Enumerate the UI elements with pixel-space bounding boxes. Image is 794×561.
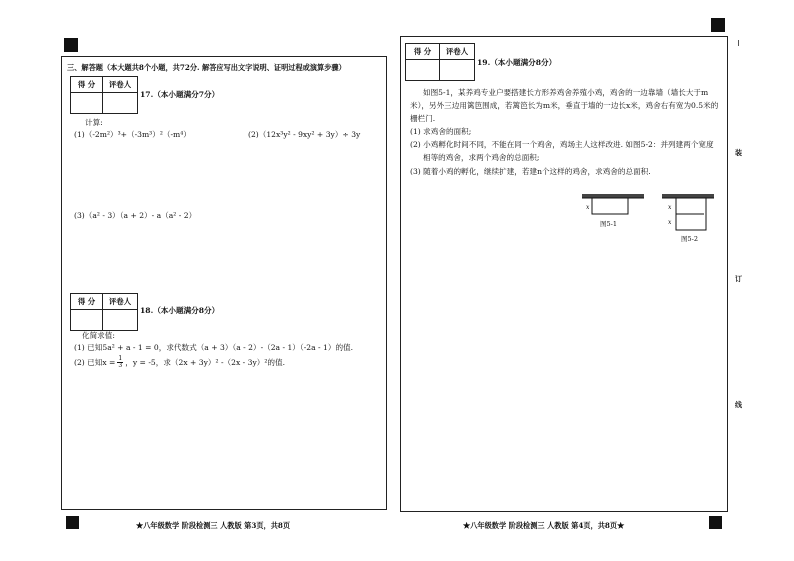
score-box-col2: 评卷人: [108, 80, 132, 89]
q19-part2-line1: (2) 小鸡孵化时间不同，不能在同一个鸡舍，鸡场主人这样改进. 如图5-2：并列建两个宽度: [410, 140, 714, 149]
fraction-denominator: 3: [118, 362, 123, 369]
q17-part3: (3)（a² - 3）（a + 2）- a（a² - 2）: [74, 211, 197, 220]
fig1-label: 图5-1: [600, 220, 617, 228]
fig1-x-label: x: [586, 204, 590, 211]
q18-title: 18.（本小题满分8分）: [140, 306, 220, 315]
q18-part2-suffix: ，y = -5，求（2x + 3y）² -（2x - 3y）²的值.: [125, 357, 286, 367]
score-box-q19: [405, 43, 475, 81]
left-page-panel: [61, 56, 387, 510]
score-box-col2: 评卷人: [108, 297, 132, 306]
score-box-col1: 得 分: [77, 80, 96, 89]
binding-mark-2: 订: [735, 274, 742, 283]
score-box-col1: 得 分: [413, 47, 432, 56]
q19-intro-line2: 米），另外三边用篱笆围成，若篱笆长为m米，垂直于墙的一边长x米，鸡舍右有宽为0.5米的: [410, 101, 719, 110]
fraction: [117, 356, 123, 369]
score-box-col2: 评卷人: [445, 47, 469, 56]
fig2-x-label-2: x: [668, 219, 672, 226]
registration-mark-bottom-right: [709, 516, 722, 529]
right-footer: ★八年级数学 阶段检测三 人教版 第4页，共8页★: [463, 521, 625, 530]
section-title: 三、解答题（本大题共8个小题，共72分. 解答应写出文字说明、证明过程或演算步骤）: [67, 63, 346, 72]
q18-instruction: 化简求值:: [82, 331, 115, 340]
q19-part3: (3) 随着小鸡的孵化，继续扩建，若建n个这样的鸡舍，求鸡舍的总面积.: [410, 167, 651, 176]
wall-hatch: [582, 194, 644, 198]
registration-mark-top-right: [711, 18, 725, 32]
binding-mark-1: 装: [735, 148, 742, 157]
q18-part2: [74, 356, 285, 369]
binding-dash: [738, 40, 739, 46]
q19-intro-line3: 栅栏门.: [410, 114, 436, 123]
q18-part1: (1) 已知5a² + a - 1 = 0，求代数式（a + 3）（a - 2）-（2a - 1）（-2a - 1）的值.: [74, 343, 354, 352]
q17-title: 17.（本小题满分7分）: [140, 90, 220, 99]
registration-mark-top-left: [64, 38, 78, 52]
q19-part1: (1) 求鸡舍的面积;: [410, 127, 472, 136]
fraction-numerator: 1: [118, 355, 123, 362]
coop-fence: [592, 198, 628, 214]
registration-mark-bottom-left: [66, 516, 79, 529]
q17-part1: (1)（-2m²）³+（-3m³）²（-m⁴）: [74, 130, 191, 139]
left-footer: ★八年级数学 阶段检测三 人教版 第3页，共8页: [136, 521, 291, 530]
score-box-q18: [70, 293, 138, 331]
score-box-col1: 得 分: [77, 297, 96, 306]
q19-part2-line2: 相等的鸡舍，求两个鸡舍的总面积;: [423, 153, 540, 162]
q19-intro-line1: 如图5-1，某养鸡专业户要搭建长方形养鸡舍养殖小鸡，鸡舍的一边靠墙（墙长大于m: [423, 88, 709, 97]
fig2-label: 图5-2: [681, 235, 698, 243]
binding-mark-3: 线: [735, 400, 742, 409]
q19-title: 19.（本小题满分8分）: [477, 58, 557, 67]
fig2-x-label-1: x: [668, 204, 672, 211]
wall-hatch: [662, 194, 714, 198]
score-box-q17: [70, 76, 138, 114]
q17-instruction: 计算:: [85, 118, 103, 127]
q18-part2-prefix: (2) 已知x =: [74, 357, 116, 367]
q17-part2: (2)（12x³y² - 9xy² + 3y）÷ 3y: [248, 130, 361, 139]
